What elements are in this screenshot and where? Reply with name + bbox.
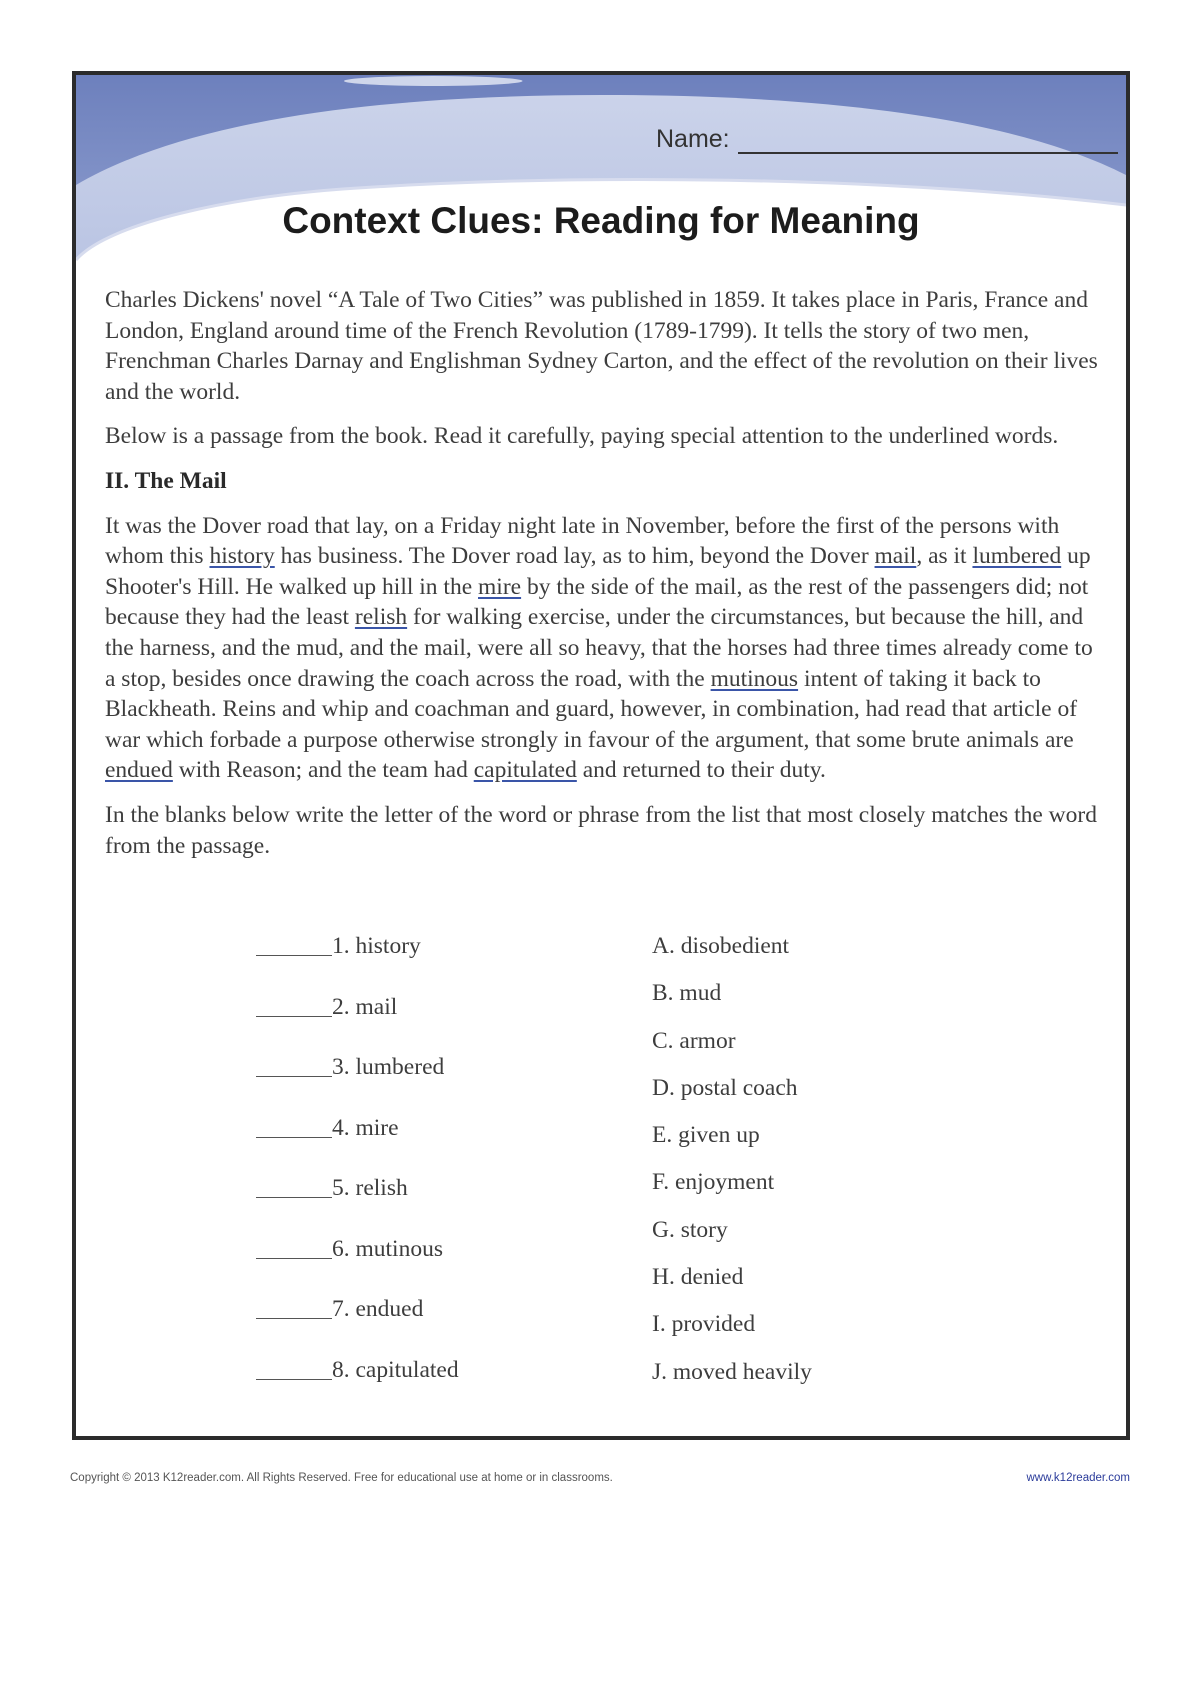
option-item: C. armor bbox=[652, 1027, 736, 1054]
word-label: 8. capitulated bbox=[332, 1356, 459, 1383]
word-item bbox=[256, 1115, 616, 1176]
section-heading: II. The Mail bbox=[105, 467, 227, 494]
website-link[interactable]: www.k12reader.com bbox=[1026, 1472, 1130, 1484]
answer-blank[interactable] bbox=[256, 1236, 332, 1259]
option-item: I. provided bbox=[652, 1311, 756, 1338]
option-item: A. disobedient bbox=[652, 933, 790, 959]
header-banner bbox=[76, 75, 1126, 290]
word-item bbox=[256, 1357, 616, 1418]
option-item: F. enjoyment bbox=[652, 1169, 775, 1196]
answer-blank[interactable] bbox=[256, 1357, 332, 1380]
passage-text: It was the Dover road that lay, on a Friday night late in November, before the first of the persons with whom this bbox=[105, 512, 1060, 570]
word-item bbox=[256, 933, 616, 994]
worksheet-body bbox=[105, 285, 1105, 875]
passage-text: intent of taking it back to Blackheath. Reins and whip and coachman and guard, however, in combination, had read that article of war which forbade a purpose otherwise strongly in favour of the argument, that some brute animals are bbox=[105, 665, 1078, 753]
underlined-word: relish bbox=[354, 604, 408, 631]
passage-text: has business. The Dover road lay, as to him, beyond the Dover bbox=[274, 543, 875, 570]
passage-text: up Shooter's Hill. He walked up hill in the bbox=[105, 543, 1091, 600]
option-item: D. postal coach bbox=[652, 1074, 798, 1101]
word-item bbox=[256, 1175, 616, 1236]
option-item: J. moved heavily bbox=[652, 1358, 812, 1385]
word-label: 6. mutinous bbox=[332, 1235, 443, 1262]
underlined-word: mail bbox=[874, 543, 917, 570]
passage-text: for walking exercise, under the circumstances, but because the hill, and the harness, and the mud, and the mail, were all so heavy, that the horses had three times already come to a stop, besides once drawing the coach across the road, with the bbox=[105, 604, 1093, 692]
word-item bbox=[256, 994, 616, 1055]
definition-option-list bbox=[652, 933, 1052, 1406]
answer-blank[interactable] bbox=[256, 1175, 332, 1198]
word-label: 1. history bbox=[332, 933, 421, 959]
copyright-notice: Copyright © 2013 K12reader.com. All Rights Reserved. Free for educational use at home or in classrooms. bbox=[70, 1472, 613, 1484]
name-input-line[interactable] bbox=[738, 126, 1118, 154]
option-item: G. story bbox=[652, 1216, 728, 1243]
underlined-word: endued bbox=[105, 757, 173, 784]
vocabulary-word-list bbox=[256, 933, 616, 1417]
answer-blank[interactable] bbox=[256, 933, 332, 956]
word-item bbox=[256, 1236, 616, 1297]
answer-blank[interactable] bbox=[256, 1054, 332, 1077]
worksheet-frame bbox=[72, 71, 1130, 1440]
word-item bbox=[256, 1054, 616, 1115]
answer-blank[interactable] bbox=[256, 994, 332, 1017]
passage-text: and returned to their duty. bbox=[576, 757, 826, 784]
option-item: B. mud bbox=[652, 980, 722, 1007]
passage-paragraph bbox=[105, 511, 1105, 786]
underlined-word: mutinous bbox=[710, 665, 799, 692]
underlined-word: lumbered bbox=[972, 543, 1062, 570]
word-label: 3. lumbered bbox=[332, 1054, 445, 1080]
word-label: 5. relish bbox=[332, 1175, 408, 1201]
passage-text: with Reason; and the team had bbox=[172, 757, 474, 784]
underlined-word: capitulated bbox=[473, 757, 577, 784]
name-label: Name: bbox=[656, 125, 730, 153]
word-item bbox=[256, 1296, 616, 1357]
word-label: 2. mail bbox=[332, 993, 398, 1020]
intro-paragraph: Charles Dickens' novel “A Tale of Two Cities” was published in 1859. It takes place in Paris, France and London, England around time of the French Revolution (1789-1799). It tells the story of two men, Frenchman Charles Darnay and Englishman Sydney Carton, and the effect of the revolution on their lives and the world. bbox=[105, 287, 1098, 405]
task-paragraph: In the blanks below write the letter of the word or phrase from the list that most closely matches the word from the passage. bbox=[105, 801, 1097, 859]
option-item: H. denied bbox=[652, 1264, 744, 1291]
answer-blank[interactable] bbox=[256, 1296, 332, 1319]
passage-text: by the side of the mail, as the rest of the passengers did; not because they had the least bbox=[105, 573, 1089, 631]
word-label: 7. endued bbox=[332, 1296, 424, 1322]
underlined-word: history bbox=[209, 543, 275, 570]
option-item: E. given up bbox=[652, 1122, 760, 1149]
instruction-paragraph: Below is a passage from the book. Read it carefully, paying special attention to the underlined words. bbox=[105, 423, 1059, 450]
answer-blank[interactable] bbox=[256, 1115, 332, 1138]
page-title: Context Clues: Reading for Meaning bbox=[282, 200, 920, 241]
word-label: 4. mire bbox=[332, 1114, 399, 1141]
passage-text: , as it bbox=[916, 543, 973, 570]
underlined-word: mire bbox=[478, 573, 522, 600]
name-field-row bbox=[656, 125, 1118, 154]
